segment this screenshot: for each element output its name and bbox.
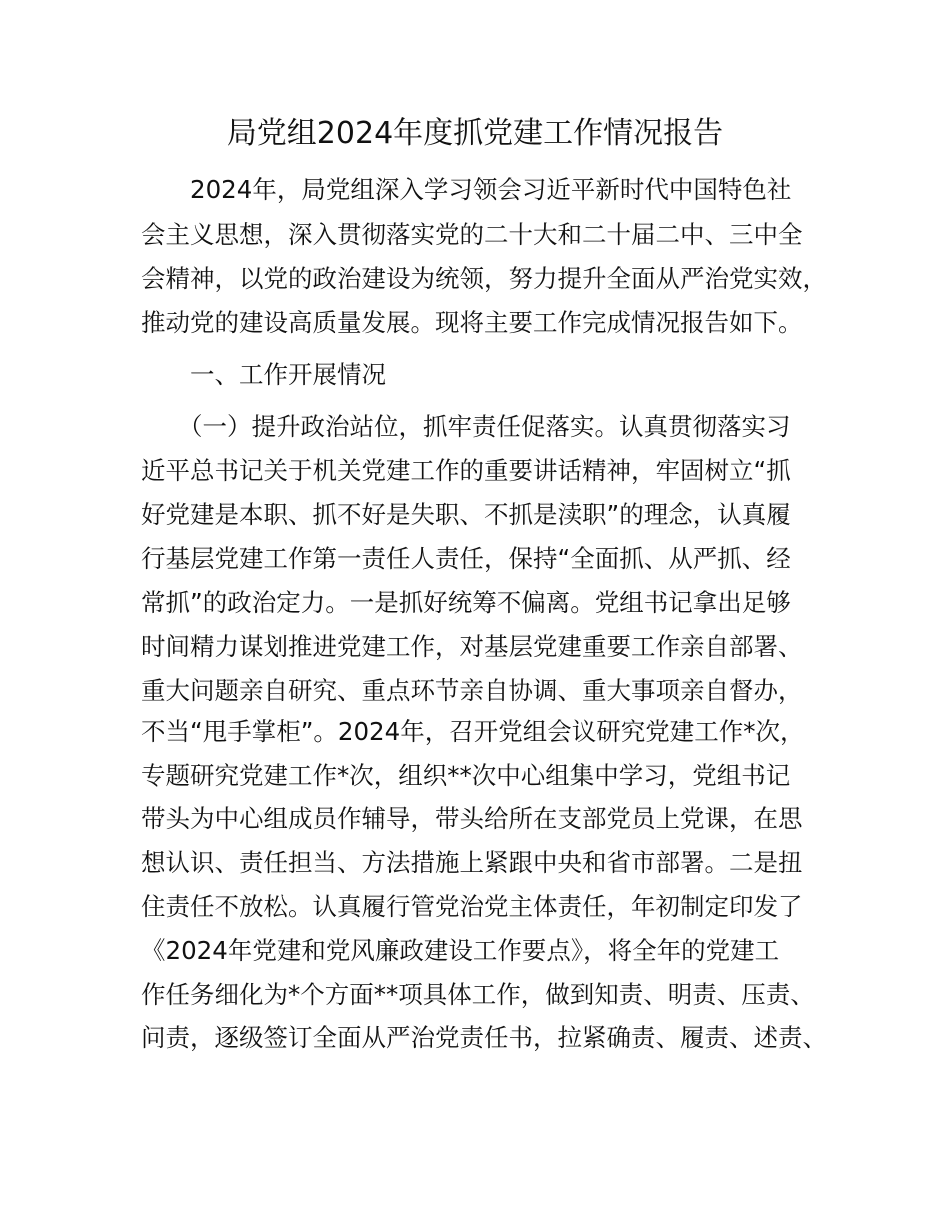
body-line-10: 带头为中心组成员作辅导，带头给所在支部党员上党课，在思 [141,804,803,833]
intro-line-2: 会主义思想，深入贯彻落实党的二十大和二十届二中、三中全 [141,220,803,249]
body-line-3: 好党建是本职、抓不好是失职、不抓是渎职”的理念，认真履 [141,500,791,529]
body-line-8: 不当“甩手掌柜”。2024年，召开党组会议研究党建工作*次， [141,717,805,746]
body-line-12: 住责任不放松。认真履行管党治党主体责任，年初制定印发了 [141,892,803,921]
body-line-9: 专题研究党建工作*次，组织**次中心组集中学习，党组书记 [141,761,791,790]
body-line-7: 重大问题亲自研究、重点环节亲自协调、重大事项亲自督办， [141,676,803,705]
body-line-13: 《2024年党建和党风廉政建设工作要点》，将全年的党建工 [141,936,780,965]
intro-line-4: 推动党的建设高质量发展。现将主要工作完成情况报告如下。 [141,308,803,337]
body-line-6: 时间精力谋划推进党建工作，对基层党建重要工作亲自部署、 [141,632,803,661]
body-line-5: 常抓”的政治定力。一是抓好统筹不偏离。党组书记拿出足够 [141,588,791,617]
body-line-4: 行基层党建工作第一责任人责任，保持“全面抓、从严抓、经 [141,544,791,573]
intro-line-1: 2024年，局党组深入学习领会习近平新时代中国特色社 [190,175,792,204]
body-line-2: 近平总书记关于机关党建工作的重要讲话精神，牢固树立“抓 [141,456,791,485]
document-title: 局党组2024年度抓党建工作情况报告 [226,116,724,151]
body-line-11: 想认识、责任担当、方法措施上紧跟中央和省市部署。二是扭 [141,848,803,877]
body-line-1: （一）提升政治站位，抓牢责任促落实。认真贯彻落实习 [178,412,791,441]
body-line-15: 问责，逐级签订全面从严治党责任书，拉紧确责、履责、述责、 [141,1023,827,1052]
intro-line-3: 会精神，以党的政治建设为统领，努力提升全面从严治党实效， [141,264,827,293]
body-line-14: 作任务细化为*个方面**项具体工作，做到知责、明责、压责、 [141,980,815,1009]
section-heading: 一、工作开展情况 [190,360,386,389]
